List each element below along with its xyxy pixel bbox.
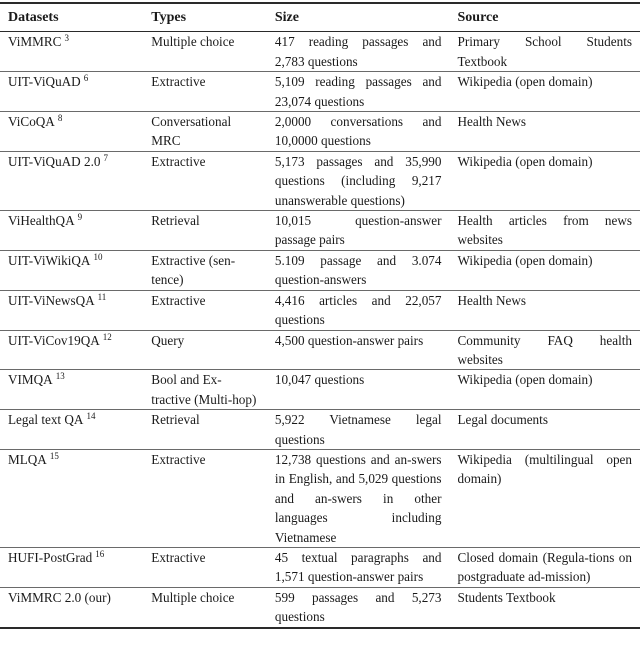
source-cell-text: Community FAQ health websites: [457, 332, 632, 367]
dataset-cell-text: UIT-ViQuAD 2.0: [8, 153, 101, 169]
size-cell-text: 4,416 articles and 22,057 questions: [274, 292, 442, 328]
source-cell-text: Wikipedia (multilingual open domain): [457, 451, 632, 487]
size-cell: [267, 587, 450, 627]
table-row: [0, 370, 640, 410]
size-cell-text: 5.109 passage and 3.074 question-answers: [274, 252, 442, 288]
type-cell-text: Extractive: [151, 292, 206, 308]
size-cell: [267, 330, 450, 370]
source-cell-text: Wikipedia (open domain): [457, 74, 593, 90]
dataset-cell: [0, 250, 143, 290]
size-cell: [267, 211, 450, 251]
source-cell-text: Students Textbook: [457, 589, 556, 605]
table-row: [0, 211, 640, 251]
dataset-cell: [0, 32, 143, 72]
table-row: [0, 250, 640, 290]
source-cell: [450, 72, 640, 112]
header-source: Source: [457, 10, 499, 25]
size-cell: [267, 547, 450, 587]
size-cell: [267, 410, 450, 450]
source-cell: [450, 587, 640, 627]
dataset-cell-text: MLQA: [8, 451, 47, 467]
dataset-cell-text: UIT-ViNewsQA: [8, 292, 95, 308]
size-cell-text: 2,0000 conversations and 10,0000 questions: [274, 114, 442, 149]
type-cell: [143, 112, 267, 152]
dataset-cell-text: UIT-ViQuAD: [8, 74, 81, 90]
type-cell: [143, 449, 267, 547]
dataset-cell: [0, 587, 143, 627]
dataset-cell-text: ViCoQA: [8, 114, 55, 130]
table-row: [0, 587, 640, 627]
source-cell-text: Health News: [457, 292, 526, 308]
table-row: [0, 290, 640, 330]
source-cell: [450, 330, 640, 370]
header-types: Types: [151, 10, 187, 25]
source-cell-text: Primary School Students Textbook: [457, 34, 632, 69]
reference-number: 15: [49, 450, 59, 461]
source-cell: [450, 547, 640, 587]
type-cell: [143, 151, 267, 210]
table-row: [0, 547, 640, 587]
type-cell-text: Extractive: [151, 74, 206, 90]
type-cell-text: Extractive: [151, 451, 206, 467]
type-cell: [143, 410, 267, 450]
source-cell: [450, 250, 640, 290]
reference-number: 14: [86, 411, 96, 422]
size-cell: [267, 112, 450, 152]
source-cell: [450, 112, 640, 152]
dataset-cell-text: Legal text QA: [8, 412, 84, 428]
size-cell: [267, 290, 450, 330]
source-cell: [450, 290, 640, 330]
size-cell-text: 5,173 passages and 35,990 questions (including 9,217 unanswerable questions): [274, 153, 442, 208]
type-cell: [143, 32, 267, 72]
type-cell-text: Extractive (sen-tence): [151, 252, 236, 288]
reference-number: 13: [55, 371, 65, 382]
table-header-row: [0, 3, 640, 32]
dataset-cell-text: UIT-ViCov19QA: [8, 332, 100, 348]
size-cell-text: 5,922 Vietnamese legal questions: [274, 412, 442, 447]
size-cell-text: 5,109 reading passages and 23,074 questions: [274, 74, 442, 109]
source-cell-text: Wikipedia (open domain): [457, 252, 593, 268]
size-cell-text: 12,738 questions and an-swers in English, and 5,029 questions and an-swers in other languages including Vietnamese: [274, 451, 442, 545]
size-cell: [267, 151, 450, 210]
dataset-cell: [0, 211, 143, 251]
size-cell-text: 599 passages and 5,273 questions: [274, 589, 442, 625]
source-cell-text: Health News: [457, 114, 526, 130]
dataset-cell-text: ViMMRC: [8, 34, 62, 50]
type-cell: [143, 547, 267, 587]
table-row: [0, 449, 640, 547]
source-cell-text: Wikipedia (open domain): [457, 372, 593, 388]
type-cell: [143, 587, 267, 627]
size-cell-text: 10,047 questions: [274, 372, 365, 388]
type-cell-text: Extractive: [151, 153, 206, 169]
type-cell: [143, 370, 267, 410]
table-row: [0, 151, 640, 210]
table-row: [0, 32, 640, 72]
table-row: [0, 112, 640, 152]
source-cell-text: Wikipedia (open domain): [457, 153, 593, 169]
source-cell: [450, 370, 640, 410]
type-cell: [143, 72, 267, 112]
type-cell: [143, 330, 267, 370]
reference-number: 11: [97, 291, 107, 302]
source-cell: [450, 211, 640, 251]
dataset-cell: [0, 151, 143, 210]
source-cell-text: Legal documents: [457, 412, 548, 428]
type-cell-text: Retrieval: [151, 412, 200, 428]
datasets-comparison-table: [0, 2, 640, 629]
source-cell-text: Health articles from news websites: [457, 213, 632, 248]
size-cell: [267, 449, 450, 547]
dataset-cell-text: ViHealthQA: [8, 213, 75, 229]
reference-number: 9: [77, 212, 83, 223]
source-cell-text: Closed domain (Regula-tions on postgraduate ad-mission): [457, 549, 632, 585]
size-cell-text: 4,500 question-answer pairs: [274, 332, 424, 348]
reference-number: 6: [83, 73, 89, 84]
table-row: [0, 330, 640, 370]
size-cell-text: 417 reading passages and 2,783 questions: [274, 34, 442, 69]
dataset-cell: [0, 370, 143, 410]
source-cell: [450, 32, 640, 72]
reference-number: 3: [64, 33, 69, 44]
source-cell: [450, 151, 640, 210]
dataset-cell-text: UIT-ViWikiQA: [8, 252, 91, 268]
reference-number: 8: [57, 113, 63, 124]
type-cell: [143, 211, 267, 251]
dataset-cell: [0, 72, 143, 112]
size-cell: [267, 32, 450, 72]
type-cell: [143, 250, 267, 290]
type-cell-text: Retrieval: [151, 213, 200, 229]
dataset-cell-text: VIMQA: [8, 372, 53, 388]
type-cell-text: Multiple choice: [151, 34, 235, 50]
dataset-cell: [0, 449, 143, 547]
reference-number: 12: [102, 331, 112, 342]
size-cell: [267, 250, 450, 290]
size-cell-text: 45 textual paragraphs and 1,571 question-answer pairs: [274, 549, 442, 585]
source-cell: [450, 449, 640, 547]
type-cell-text: Query: [151, 332, 185, 348]
reference-number: 10: [93, 251, 103, 262]
source-cell: [450, 410, 640, 450]
dataset-cell-text: HUFI-PostGrad: [8, 549, 93, 565]
table-row: [0, 72, 640, 112]
size-cell-text: 10,015 question-answer passage pairs: [274, 213, 442, 248]
type-cell-text: Bool and Ex-tractive (Multi-hop): [151, 372, 257, 407]
header-datasets: Datasets: [8, 10, 59, 25]
type-cell: [143, 290, 267, 330]
table-row: [0, 410, 640, 450]
type-cell-text: Conversational MRC: [151, 114, 232, 149]
reference-number: 7: [103, 152, 108, 163]
size-cell: [267, 370, 450, 410]
size-cell: [267, 72, 450, 112]
dataset-cell: [0, 112, 143, 152]
type-cell-text: Extractive: [151, 549, 206, 565]
type-cell-text: Multiple choice: [151, 589, 235, 605]
header-size: Size: [274, 10, 299, 25]
dataset-cell-text: ViMMRC 2.0 (our): [8, 589, 111, 605]
dataset-cell: [0, 547, 143, 587]
dataset-cell: [0, 410, 143, 450]
dataset-cell: [0, 290, 143, 330]
dataset-cell: [0, 330, 143, 370]
reference-number: 16: [95, 548, 105, 559]
